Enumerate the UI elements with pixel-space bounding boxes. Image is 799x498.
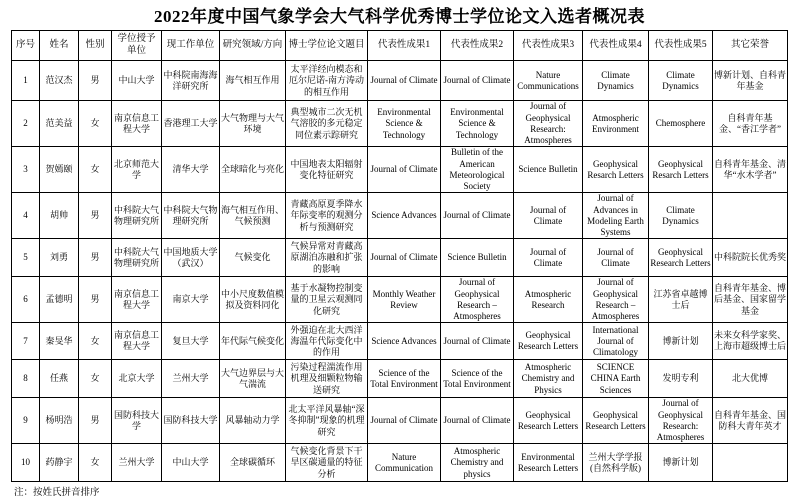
table-cell: 男 [79, 61, 112, 101]
table-cell: Climate Dynamics [649, 193, 713, 239]
table-cell: 男 [79, 239, 112, 277]
table-cell: 清华大学 [162, 147, 220, 193]
table-cell: 女 [79, 444, 112, 482]
header-cell: 代表性成果2 [441, 31, 514, 61]
table-cell: Science of the Total Environment [368, 360, 441, 398]
table-cell: 全球暗化与亮化 [220, 147, 286, 193]
table-cell: Science Advances [368, 193, 441, 239]
table-cell: 中小尺度数值模拟及资料同化 [220, 277, 286, 323]
table-row [12, 61, 788, 101]
table-cell: 南京信息工程大学 [112, 101, 162, 147]
table-cell: 药静宇 [40, 444, 79, 482]
header-cell: 代表性成果1 [368, 31, 441, 61]
table-cell: 海气相互作用 [220, 61, 286, 101]
table-cell: Journal of Climate [368, 147, 441, 193]
table-cell: 任燕 [40, 360, 79, 398]
table-cell: 男 [79, 398, 112, 444]
header-cell: 现工作单位 [162, 31, 220, 61]
table-cell: Environmental Science & Technology [441, 101, 514, 147]
table-cell: 胡帅 [40, 193, 79, 239]
header-cell: 代表性成果4 [583, 31, 649, 61]
table-cell: Journal of Geophysical Research: Atmospheres [649, 398, 713, 444]
table-cell: 博新计划、自科青年基金 [713, 61, 788, 101]
table-cell: 典型城市二次无机气溶胶的多元稳定同位素示踪研究 [286, 101, 368, 147]
header-cell: 研究领域/方向 [220, 31, 286, 61]
table-cell: 女 [79, 101, 112, 147]
table-cell: 大气边界层与大气湍流 [220, 360, 286, 398]
table-cell: 1 [12, 61, 40, 101]
table-cell [713, 444, 788, 482]
table-cell: 7 [12, 323, 40, 360]
table-cell: 污染过程湍流作用机理及细颗粒物输送研究 [286, 360, 368, 398]
table-cell: 基于水凝物控制变量的卫星云观测同化研究 [286, 277, 368, 323]
table-cell: 太平洋经向模态和厄尔尼诺-南方涛动的相互作用 [286, 61, 368, 101]
header-cell: 序号 [12, 31, 40, 61]
table-row [12, 147, 788, 193]
table-cell: 秦旻华 [40, 323, 79, 360]
table-cell: 香港理工大学 [162, 101, 220, 147]
table-cell: 博新计划 [649, 323, 713, 360]
table-cell: Journal of Climate [441, 323, 514, 360]
table-cell: Environmental Research Letters [514, 444, 583, 482]
table-cell: Atmospheric Chemistry and physics [441, 444, 514, 482]
header-cell: 姓名 [40, 31, 79, 61]
table-cell: 博新计划 [649, 444, 713, 482]
table-cell: Atmospheric Research [514, 277, 583, 323]
table-cell: 中山大学 [162, 444, 220, 482]
table-cell: Science Advances [368, 323, 441, 360]
table-cell: 女 [79, 323, 112, 360]
table-cell: 江苏省卓越博士后 [649, 277, 713, 323]
table-cell: Journal of Climate [368, 61, 441, 101]
table-cell: 国防科技大学 [162, 398, 220, 444]
table-cell: Journal of Climate [441, 398, 514, 444]
table-cell: Geophysical Resarch Letters [583, 147, 649, 193]
header-cell: 博士学位论文题目 [286, 31, 368, 61]
header-cell: 代表性成果3 [514, 31, 583, 61]
table-cell: 刘勇 [40, 239, 79, 277]
table-cell: Nature Communications [514, 61, 583, 101]
table-cell: 全球碳循环 [220, 444, 286, 482]
header-cell: 代表性成果5 [649, 31, 713, 61]
table-cell: 自科青年基金、博后基金、国家留学基金 [713, 277, 788, 323]
table-cell: 兰州大学 [112, 444, 162, 482]
table-cell: Atmospheric Environment [583, 101, 649, 147]
table-cell: 女 [79, 147, 112, 193]
table-cell: 兰州大学 [162, 360, 220, 398]
table-cell: 外强迫在北大西洋海温年代际变化中的作用 [286, 323, 368, 360]
table-cell: 气候异常对青藏高原湖泊冻融和扩张的影响 [286, 239, 368, 277]
table-cell: 男 [79, 193, 112, 239]
page-title: 2022年度中国气象学会大气科学优秀博士学位论文入选者概况表 [154, 7, 645, 26]
table-cell: 中科院大气物理研究所 [112, 193, 162, 239]
table-cell: 兰州大学学报(自然科学版) [583, 444, 649, 482]
table-cell: 男 [79, 277, 112, 323]
table-cell: 杨明浩 [40, 398, 79, 444]
table-cell: Journal of Climate [368, 239, 441, 277]
table-cell: Journal of Climate [583, 239, 649, 277]
table-cell: Geophysical Research Letters [514, 398, 583, 444]
table-row [12, 360, 788, 398]
table-cell: Journal of Advances in Modeling Earth Systems [583, 193, 649, 239]
table-cell: 6 [12, 277, 40, 323]
table-cell: 南京信息工程大学 [112, 323, 162, 360]
table-cell: 青藏高原夏季降水年际变率的观测分析与预测研究 [286, 193, 368, 239]
table-cell [713, 193, 788, 239]
table-cell: Science Bulletin [441, 239, 514, 277]
table-cell: 未来女科学家奖、上海市超级博士后 [713, 323, 788, 360]
table-cell: Geophysical Research Letters [583, 398, 649, 444]
table-cell: 南京大学 [162, 277, 220, 323]
table-cell: 北京师范大学 [112, 147, 162, 193]
table-cell: Monthly Weather Review [368, 277, 441, 323]
table-cell: 中山大学 [112, 61, 162, 101]
header-cell: 性别 [79, 31, 112, 61]
header-cell: 学位授予单位 [112, 31, 162, 61]
table-cell: Journal of Climate [441, 61, 514, 101]
table-cell: 3 [12, 147, 40, 193]
table-row [12, 239, 788, 277]
table-cell: Journal of Geophysical Research – Atmospheres [441, 277, 514, 323]
table-cell: 自科青年基金、清华“水木学者” [713, 147, 788, 193]
table-cell: Journal of Geophysical Research: Atmospheres [514, 101, 583, 147]
header-cell: 其它荣誉 [713, 31, 788, 61]
table-cell: 中国地质大学（武汉） [162, 239, 220, 277]
table-cell: 海气相互作用、气候预测 [220, 193, 286, 239]
table-cell: Journal of Geophysical Research – Atmospheres [583, 277, 649, 323]
table-cell: 自科青年基金、“香江学者” [713, 101, 788, 147]
table-body [12, 61, 788, 482]
table-cell: 北太平洋风暴轴“深冬抑制”现象的机理研究 [286, 398, 368, 444]
table-cell: 中科院院长优秀奖 [713, 239, 788, 277]
table-cell: 贺嫣颐 [40, 147, 79, 193]
table-cell: 范美益 [40, 101, 79, 147]
table-cell: 中科院大气物理研究所 [112, 239, 162, 277]
table-cell: Climate Dynamics [649, 61, 713, 101]
sort-note: 注：按姓氏拼音排序 [14, 488, 100, 498]
table-row [12, 277, 788, 323]
table-cell: Bulletin of the American Meteorological Society [441, 147, 514, 193]
table-row [12, 323, 788, 360]
table-cell: 10 [12, 444, 40, 482]
table-cell: 中科院大气物理研究所 [162, 193, 220, 239]
table-cell: 9 [12, 398, 40, 444]
table-cell: Geophysical Resarch Letters [649, 147, 713, 193]
table-row [12, 398, 788, 444]
table-cell: Environmental Science & Technology [368, 101, 441, 147]
table-cell: 北大优博 [713, 360, 788, 398]
table-cell: Climate Dynamics [583, 61, 649, 101]
table-cell: 年代际气候变化 [220, 323, 286, 360]
table-cell: 2 [12, 101, 40, 147]
table-cell: Chemosphere [649, 101, 713, 147]
table-cell: 大气物理与大气环境 [220, 101, 286, 147]
table-cell: 风暴轴动力学 [220, 398, 286, 444]
table-cell: Nature Communication [368, 444, 441, 482]
table-cell: 北京大学 [112, 360, 162, 398]
table-cell: Science of the Total Environment [441, 360, 514, 398]
table-cell: International Journal of Climatology [583, 323, 649, 360]
table-cell: Atmospheric Chemistry and Physics [514, 360, 583, 398]
table-cell: 范汉杰 [40, 61, 79, 101]
table-row [12, 193, 788, 239]
table-cell: 8 [12, 360, 40, 398]
table-cell: 气候变化 [220, 239, 286, 277]
table-cell: Journal of Climate [441, 193, 514, 239]
table-cell: 中国地表太阳辐射变化特征研究 [286, 147, 368, 193]
table-cell: 复旦大学 [162, 323, 220, 360]
table-cell: 4 [12, 193, 40, 239]
table-cell: 孟德明 [40, 277, 79, 323]
table-cell: 发明专利 [649, 360, 713, 398]
table-cell: 气候变化背景下干旱区碳通量的特征分析 [286, 444, 368, 482]
table-cell: 南京信息工程大学 [112, 277, 162, 323]
table-cell: 女 [79, 360, 112, 398]
table-cell: Journal of Climate [368, 398, 441, 444]
table-cell: SCIENCE CHINA Earth Sciences [583, 360, 649, 398]
table-cell: Journal of Climate [514, 193, 583, 239]
table-cell: Science Bulletin [514, 147, 583, 193]
table-cell: Geophysical Research Letters [649, 239, 713, 277]
selection-table [11, 30, 788, 482]
table-cell: 国防科技大学 [112, 398, 162, 444]
table-row [12, 101, 788, 147]
table-row [12, 444, 788, 482]
table-cell: Journal of Climate [514, 239, 583, 277]
table-cell: Geophysical Research Letters [514, 323, 583, 360]
table-cell: 5 [12, 239, 40, 277]
table-cell: 自科青年基金、国防科大青年英才 [713, 398, 788, 444]
table-cell: 中科院南海海洋研究所 [162, 61, 220, 101]
table-header-row [12, 31, 788, 61]
